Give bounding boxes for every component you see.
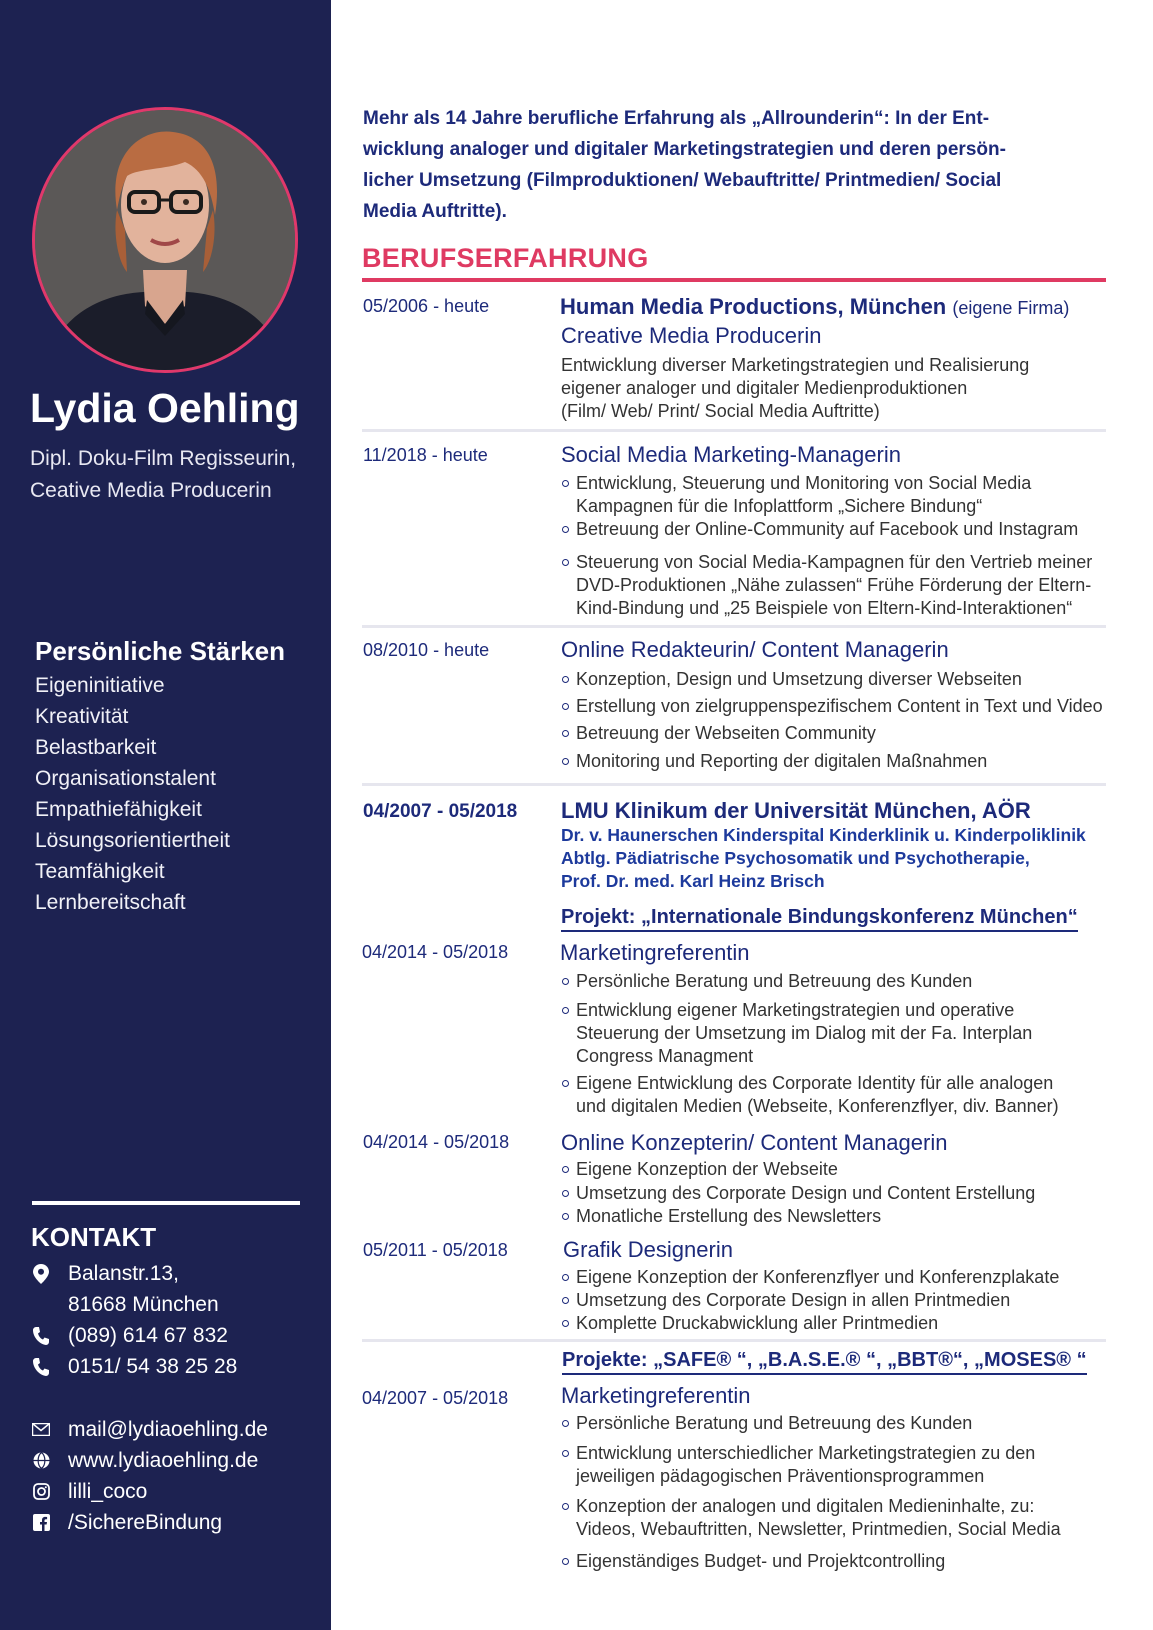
- entry-role: Marketingreferentin: [560, 940, 750, 965]
- contact-address-line2: 81668 München: [68, 1292, 219, 1316]
- contact-email[interactable]: mail@lydiaoehling.de: [32, 1414, 268, 1445]
- strength-item: Eigeninitiative: [35, 674, 165, 697]
- entry-date: 08/2010 - heute: [363, 640, 490, 660]
- entry-date: 04/2014 - 05/2018: [363, 1132, 510, 1152]
- bullet-item: Persönliche Beratung und Betreuung des Kunden: [561, 970, 972, 993]
- section-divider: [362, 278, 1106, 282]
- entry-date: 04/2014 - 05/2018: [362, 942, 509, 962]
- location-pin-icon: [32, 1265, 50, 1283]
- strengths-title: Persönliche Stärken: [35, 636, 285, 666]
- contact-phone[interactable]: (089) 614 67 832: [32, 1320, 228, 1351]
- contact-instagram[interactable]: lilli_coco: [32, 1476, 147, 1507]
- phone-icon: [32, 1327, 50, 1345]
- entry-role: Online Redakteurin/ Content Managerin: [561, 637, 949, 662]
- entry-role: Social Media Marketing-Managerin: [561, 442, 901, 467]
- bullet-item: Komplette Druckabwicklung aller Printmedien: [561, 1312, 938, 1335]
- strengths-list: [35, 670, 230, 918]
- contact-address: Balanstr.13,: [32, 1258, 179, 1289]
- entry-date: 04/2007 - 05/2018: [362, 1388, 509, 1408]
- facebook-icon: [32, 1514, 50, 1532]
- entry-date: 05/2011 - 05/2018: [363, 1240, 508, 1260]
- strength-item: Lernbereitschaft: [35, 891, 186, 914]
- bullet-item: Eigene Entwicklung des Corporate Identity für alle analogen und digitalen Medien (Webseite, Konferenzflyer, div. Banner): [561, 1072, 1059, 1118]
- strength-item: Kreativität: [35, 705, 129, 728]
- bullet-item: Monitoring und Reporting der digitalen Maßnahmen: [561, 750, 987, 773]
- strength-item: Lösungsorientiertheit: [35, 829, 230, 852]
- bullet-item: Eigene Konzeption der Konferenzflyer und Konferenzplakate: [561, 1266, 1059, 1289]
- bullet-item: Betreuung der Webseiten Community: [561, 722, 876, 745]
- mail-icon: [32, 1421, 50, 1439]
- globe-icon: [32, 1452, 50, 1470]
- project-title: Projekt: „Internationale Bindungskonferenz München“: [561, 906, 1078, 932]
- intro-summary: Mehr als 14 Jahre berufliche Erfahrung als „Allrounderin“: In der Ent- wicklung analoger und digitaler Marketingstrategien und deren persön- licher Umsetzung (Filmproduktionen/ Webauftritte/ Printmedien/ Social Media Auftritte).: [363, 108, 1006, 222]
- bullet-item: Monatliche Erstellung des Newsletters: [561, 1205, 881, 1228]
- strength-item: Empathiefähigkeit: [35, 798, 202, 821]
- contact-mobile[interactable]: 0151/ 54 38 25 28: [32, 1351, 237, 1382]
- profile-subtitle: Dipl. Doku-Film Regisseurin, Ceative Media Producerin: [30, 447, 297, 502]
- entry-department: Dr. v. Haunerschen Kinderspital Kinderklinik u. Kinderpoliklinik Abtlg. Pädiatrische Psychosomatik und Psychotherapie, Prof. Dr. med. Karl Heinz Brisch: [561, 825, 1086, 891]
- entry-role: Grafik Designerin: [563, 1237, 733, 1262]
- phone-icon: [32, 1358, 50, 1376]
- entry-separator: [362, 1339, 1106, 1342]
- entry-date: 11/2018 - heute: [363, 445, 488, 465]
- bullet-item: Erstellung von zielgruppenspezifischem Content in Text und Video: [561, 695, 1103, 718]
- bullet-item: Entwicklung unterschiedlicher Marketingstrategien zu den jeweiligen pädagogischen Präventionsprogrammen: [561, 1442, 1035, 1488]
- entry-separator: [362, 783, 1106, 786]
- profile-name: Lydia Oehling: [30, 385, 300, 431]
- bullet-item: Konzeption, Design und Umsetzung diverser Webseiten: [561, 668, 1022, 691]
- entry-role: Online Konzepterin/ Content Managerin: [561, 1130, 948, 1155]
- strength-item: Organisationstalent: [35, 767, 216, 790]
- bullet-item: Eigenständiges Budget- und Projektcontrolling: [561, 1550, 945, 1573]
- bullet-item: Entwicklung, Steuerung und Monitoring von Social Media Kampagnen für die Infoplattform „Sichere Bindung“: [561, 472, 1031, 518]
- entry-company: LMU Klinikum der Universität München, AÖR: [561, 798, 1031, 823]
- bullet-item: Umsetzung des Corporate Design und Content Erstellung: [561, 1182, 1035, 1205]
- instagram-icon: [32, 1483, 50, 1501]
- bullet-item: Entwicklung eigener Marketingstrategien und operative Steuerung der Umsetzung im Dialog mit der Fa. Interplan Congress Managment: [561, 999, 1032, 1068]
- bullet-item: Persönliche Beratung und Betreuung des Kunden: [561, 1412, 972, 1435]
- bullet-item: Steuerung von Social Media-Kampagnen für den Vertrieb meiner DVD-Produktionen „Nähe zulassen“ Frühe Förderung der Eltern- Kind-Bindung und „25 Beispiele von Eltern-Kind-Interaktionen“: [561, 551, 1092, 620]
- bullet-item: Konzeption der analogen und digitalen Medieninhalte, zu: Videos, Webauftritten, Newsletter, Printmedien, Social Media: [561, 1495, 1061, 1541]
- contact-facebook[interactable]: /SichereBindung: [32, 1507, 222, 1538]
- profile-photo: [32, 107, 298, 373]
- entry-role: Creative Media Producerin: [561, 323, 822, 348]
- strength-item: Belastbarkeit: [35, 736, 157, 759]
- contact-website[interactable]: www.lydiaoehling.de: [32, 1445, 258, 1476]
- entry-date: 05/2006 - heute: [363, 296, 490, 316]
- entry-date: 04/2007 - 05/2018: [363, 801, 518, 822]
- entry-separator: [362, 625, 1106, 628]
- entry-description: Entwicklung diverser Marketingstrategien und Realisierung eigener analoger und digitaler Medienproduktionen (Film/ Web/ Print/ Social Media Auftritte): [561, 355, 1030, 421]
- entry-separator: [362, 429, 1106, 432]
- bullet-item: Umsetzung des Corporate Design in allen Printmedien: [561, 1289, 1010, 1312]
- company-note: (eigene Firma): [952, 298, 1070, 318]
- section-title: BERUFSERFAHRUNG: [362, 243, 649, 273]
- contact-title: KONTAKT: [31, 1222, 157, 1252]
- sidebar: [0, 0, 331, 1630]
- bullet-item: Betreuung der Online-Community auf Facebook und Instagram: [561, 518, 1078, 541]
- strength-item: Teamfähigkeit: [35, 860, 165, 883]
- project-title: Projekte: „SAFE® “, „B.A.S.E.® “, „BBT®“, „MOSES® “: [562, 1349, 1087, 1375]
- entry-company: Human Media Productions, München (eigene Firma): [560, 294, 1070, 319]
- contact-divider: [32, 1201, 300, 1205]
- bullet-item: Eigene Konzeption der Webseite: [561, 1158, 838, 1181]
- entry-role: Marketingreferentin: [561, 1383, 751, 1408]
